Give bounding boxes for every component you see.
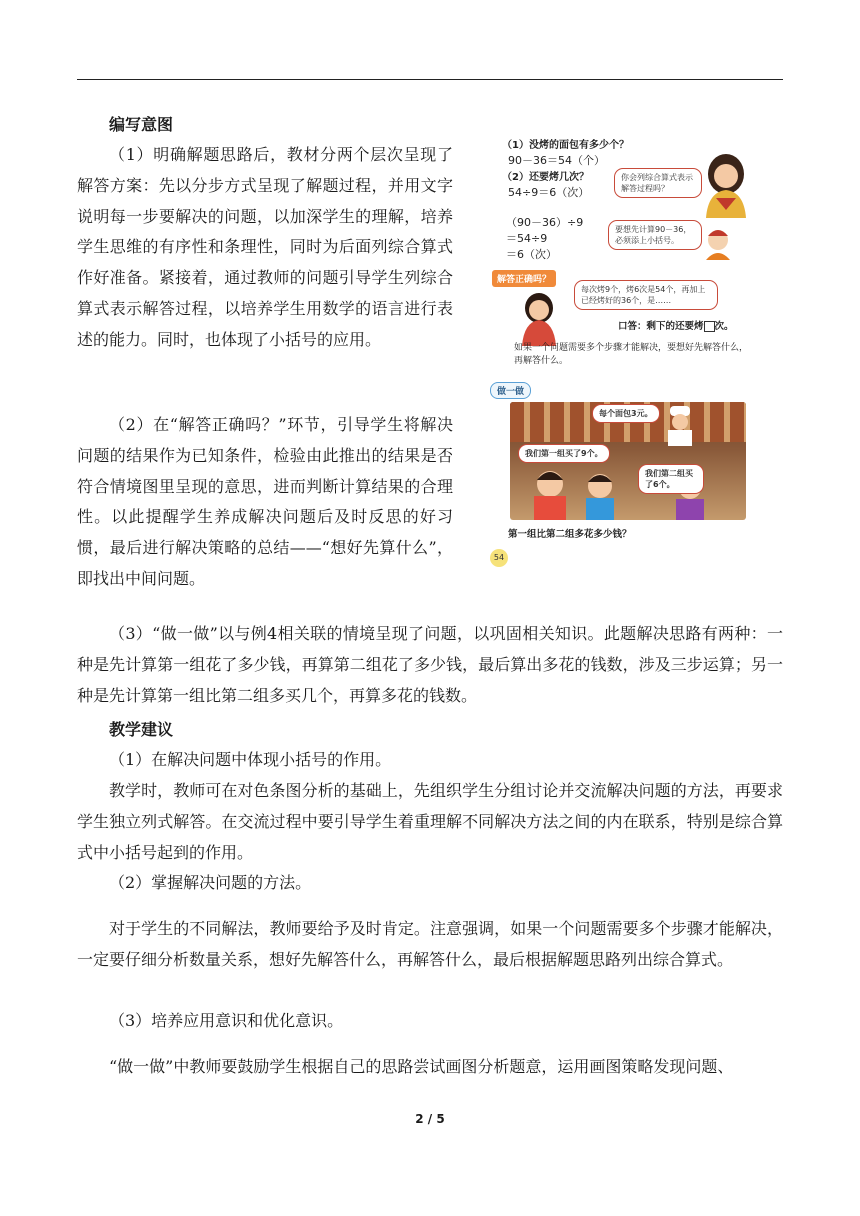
textbook-page-number: 54 xyxy=(490,549,508,567)
oral-answer xyxy=(618,318,734,332)
kid-speech-bubble: 要想先计算90－36，必须添上小括号。 xyxy=(608,220,702,250)
oral-answer-prefix: 口答：剩下的还要烤 xyxy=(618,321,704,332)
figure-equation-1: 90－36＝54（个） xyxy=(508,154,605,167)
figure-equation-2: 54÷9＝6（次） xyxy=(508,186,590,199)
figure-question-1: （1）没烤的面包有多少个？ xyxy=(502,140,629,151)
section-heading-suggestions: 教学建议 xyxy=(109,720,174,739)
group-two-bubble: 我们第二组买了6个。 xyxy=(638,464,704,494)
paragraph-suggest-5: （3）培养应用意识和优化意识。 xyxy=(109,1011,344,1030)
paragraph-suggest-2: 教学时，教师可在对色条图分析的基础上，先组织学生分组讨论并交流解决问题的方法，再要求学生独立列式解答。在交流过程中要引导学生着重理解不同解决方法之间的内在联系，特别是综合算式中小括号起到的作用。 xyxy=(77,781,783,862)
check-speech-bubble: 每次烤9个，烤6次是54个，再加上已经烤好的36个，是…… xyxy=(574,280,718,310)
header-rule xyxy=(77,79,783,80)
cartoon-character-icon xyxy=(700,224,736,260)
answer-blank-box xyxy=(704,321,715,332)
paragraph-intent-2: （2）在“解答正确吗？”环节，引导学生将解决问题的结果作为已知条件，检验由此推出的结果是否符合情境图里呈现的意思，进而判断计算结果的合理性。以此提醒学生养成解决问题后及时反思的好习惯，最后进行解决策略的总结——“想好先算什么”，即找出中间问题。 xyxy=(77,415,453,588)
teacher-speech-bubble: 你会列综合算式表示解答过程吗？ xyxy=(614,168,702,198)
paragraph-intent-3: （3）“做一做”以与例4相关联的情境呈现了问题，以巩固相关知识。此题解决思路有两种：一种是先计算第一组花了多少钱，再算第二组花了多少钱，最后算出多花的钱数，涉及三步运算；另一种是先计算第一组比第二组多买几个，再算多花的钱数。 xyxy=(77,624,783,705)
oral-answer-suffix: 次。 xyxy=(714,321,734,332)
paragraph-suggest-4: 对于学生的不同解法，教师要给予及时肯定。注意强调，如果一个问题需要多个步骤才能解决，一定要仔细分析数量关系，想好先解答什么，再解答什么，最后根据解题思路列出综合算式。 xyxy=(77,919,783,969)
girl-illustration xyxy=(514,290,564,346)
practice-tag: 做一做 xyxy=(490,382,531,399)
textbook-figure xyxy=(478,130,763,570)
check-tag: 解答正确吗？ xyxy=(492,270,556,287)
page-number: 2 / 5 xyxy=(415,1112,445,1126)
price-bubble: 每个面包3元。 xyxy=(592,404,660,423)
teacher-illustration xyxy=(696,152,756,218)
group-one-bubble: 我们第一组买了9个。 xyxy=(518,444,610,463)
paragraph-suggest-3: （2）掌握解决问题的方法。 xyxy=(109,873,312,892)
children-group-icon xyxy=(520,464,740,520)
practice-question: 第一组比第二组多花多少钱？ xyxy=(508,529,632,540)
figure-question-2: （2）还要烤几次？ xyxy=(502,172,589,183)
paragraph-intent-1: （1）明确解题思路后，教材分两个层次呈现了解答方案：先以分步方式呈现了解题过程，并用文字说明每一步要解决的问题，以加深学生的理解，培养学生思维的有序性和条理性，同时为后面列综合算式作好准备。紧接着，通过教师的问题引导学生列综合算式表示解答过程，以培养学生用数学的语言进行表述的能力。同时，也体现了小括号的应用。 xyxy=(77,145,453,349)
combined-line-2: ＝54÷9 xyxy=(506,232,548,245)
baker-icon xyxy=(660,406,700,446)
combined-line-1: （90－36）÷9 xyxy=(506,216,584,229)
paragraph-suggest-6: “做一做”中教师要鼓励学生根据自己的思路尝试画图分析题意，运用画图策略发现问题、 xyxy=(109,1057,734,1076)
strategy-summary: 如果一个问题需要多个步骤才能解决，要想好先解答什么，再解答什么。 xyxy=(514,343,749,366)
paragraph-suggest-1: （1）在解决问题中体现小括号的作用。 xyxy=(109,750,392,769)
section-heading-intent: 编写意图 xyxy=(109,115,174,134)
combined-line-3: ＝6（次） xyxy=(506,248,557,261)
